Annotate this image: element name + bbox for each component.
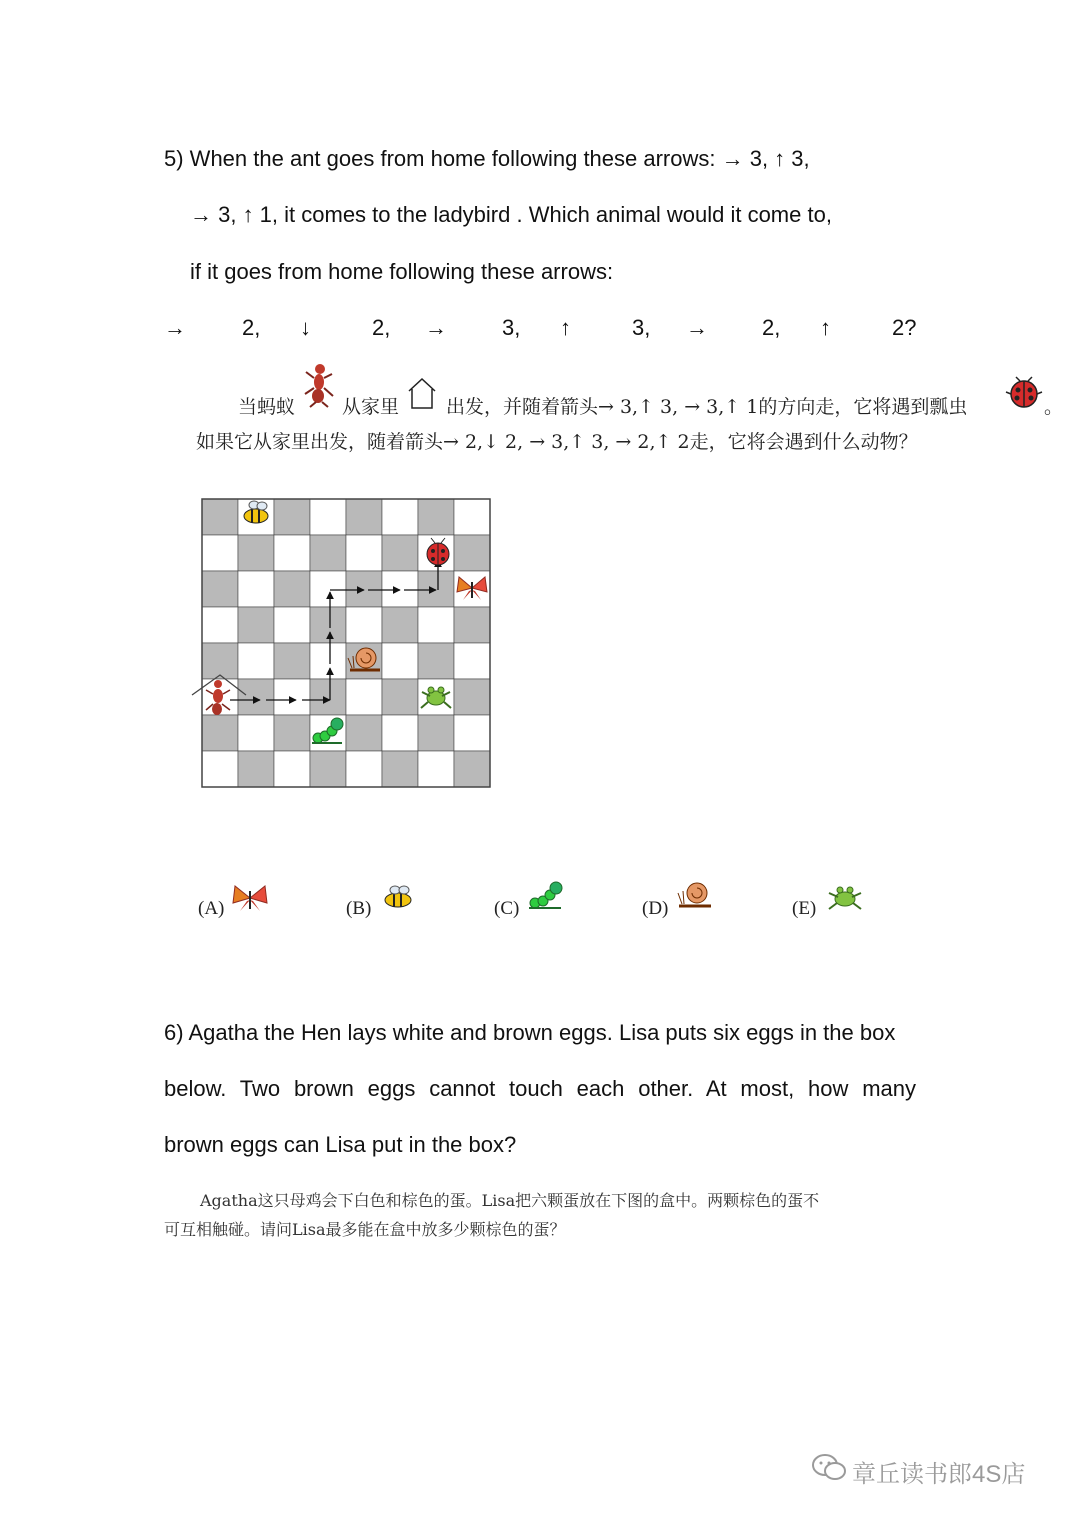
ant-icon — [302, 362, 336, 408]
arrow-count: 3, — [502, 315, 521, 340]
grid-cell — [274, 751, 310, 787]
grid-cell — [382, 751, 418, 787]
grid-cell — [454, 679, 490, 715]
grid-cell — [274, 607, 310, 643]
grid-cell — [382, 679, 418, 715]
frog-icon — [824, 880, 866, 914]
grid-cell — [418, 607, 454, 643]
option-b-label[interactable]: (B) — [346, 898, 372, 919]
q5-cn-period: 。 — [1044, 396, 1064, 418]
option-a-label[interactable]: (A) — [198, 898, 225, 919]
grid-cell — [274, 643, 310, 679]
grid-cell — [454, 607, 490, 643]
ladybird-icon — [1004, 376, 1044, 412]
grid-cell — [238, 643, 274, 679]
q6-line-3: brown eggs can Lisa put in the box? — [164, 1132, 517, 1157]
watermark-text: 章丘读书郎4S店 — [852, 1461, 1026, 1488]
q6-cn-line-2: 可互相触碰。请问Lisa最多能在盒中放多少颗棕色的蛋？ — [164, 1220, 566, 1239]
grid-cell — [202, 607, 238, 643]
grid-cell — [202, 499, 238, 535]
grid-cell — [238, 571, 274, 607]
grid-cell — [346, 499, 382, 535]
butterfly-icon — [230, 882, 270, 914]
q6-line-1: 6) Agatha the Hen lays white and brown eggs. Lisa puts six eggs in the box — [164, 1020, 896, 1045]
arrow-count: 2? — [892, 315, 917, 340]
grid-cell — [346, 607, 382, 643]
q5-cn-line-2: 如果它从家里出发，随着箭头→ 2,↓ 2, → 3,↑ 3, → 2,↑ 2走，它将会遇到什么动物？ — [196, 431, 918, 453]
grid-cell — [238, 535, 274, 571]
q5-cn-word-home: 从家里 — [342, 396, 400, 418]
grid-cell — [382, 715, 418, 751]
arrow-count: 2, — [762, 315, 781, 340]
arrow-step: → — [425, 315, 447, 340]
bee-icon — [378, 882, 418, 914]
arrow-count: 3, — [632, 315, 651, 340]
grid-cell — [346, 751, 382, 787]
option-c-label[interactable]: (C) — [494, 898, 520, 919]
grid-cells — [202, 499, 490, 787]
grid-cell — [454, 643, 490, 679]
grid-cell — [310, 535, 346, 571]
q5-line-2: → 3, ↑ 1, it comes to the ladybird . Which animal would it come to, — [190, 202, 832, 227]
grid-diagram — [190, 490, 500, 795]
grid-cell — [310, 643, 346, 679]
grid-cell — [382, 535, 418, 571]
option-d-label[interactable]: (D) — [642, 898, 669, 919]
grid-cell — [202, 643, 238, 679]
arrow-sequence — [0, 315, 1080, 345]
grid-cell — [310, 679, 346, 715]
q6-line-2: below. Two brown eggs cannot touch each other. At most, how many — [164, 1076, 916, 1101]
grid-cell — [310, 499, 346, 535]
arrow-count: 2, — [242, 315, 261, 340]
grid-cell — [418, 643, 454, 679]
option-e-label[interactable]: (E) — [792, 898, 817, 919]
grid-cell — [418, 499, 454, 535]
grid-cell — [454, 751, 490, 787]
grid-cell — [238, 751, 274, 787]
grid-cell — [202, 715, 238, 751]
grid-cell — [346, 715, 382, 751]
grid-cell — [238, 715, 274, 751]
grid-cell — [382, 571, 418, 607]
grid-cell — [418, 571, 454, 607]
grid-cell — [454, 715, 490, 751]
q5-line-3: if it goes from home following these arrows: — [190, 259, 614, 284]
arrow-step: ↓ — [300, 315, 311, 340]
grid-cell — [382, 499, 418, 535]
q6-cn-line-1: Agatha这只母鸡会下白色和棕色的蛋。Lisa把六颗蛋放在下图的盒中。两颗棕色的蛋不 — [200, 1191, 820, 1210]
grid-cell — [274, 499, 310, 535]
grid-cell — [274, 535, 310, 571]
grid-cell — [202, 751, 238, 787]
q5-line-1: 5) When the ant goes from home following these arrows: → 3, ↑ 3, — [164, 146, 810, 171]
caterpillar-icon — [526, 880, 566, 912]
grid-cell — [454, 499, 490, 535]
grid-cell — [310, 751, 346, 787]
house-icon — [406, 376, 438, 410]
q5-cn-word-ant: 当蚂蚁 — [238, 396, 296, 418]
grid-cell — [418, 751, 454, 787]
grid-cell — [310, 607, 346, 643]
grid-cell — [346, 679, 382, 715]
grid-cell — [238, 679, 274, 715]
grid-cell — [346, 535, 382, 571]
grid-cell — [346, 571, 382, 607]
arrow-step: ↑ — [560, 315, 571, 340]
grid-cell — [454, 535, 490, 571]
snail-icon — [674, 880, 714, 914]
q5-cn-instruction: 出发，并随着箭头→ 3,↑ 3, → 3,↑ 1的方向走，它将遇到瓢虫 — [446, 396, 968, 418]
arrow-step: ↑ — [820, 315, 831, 340]
arrow-step: → — [686, 315, 708, 340]
grid-cell — [202, 571, 238, 607]
arrow-step: → — [164, 315, 186, 340]
grid-cell — [382, 607, 418, 643]
grid-cell — [274, 715, 310, 751]
wechat-icon — [810, 1452, 848, 1484]
grid-cell — [202, 535, 238, 571]
grid-cell — [418, 715, 454, 751]
grid-cell — [310, 571, 346, 607]
grid-cell — [274, 679, 310, 715]
grid-cell — [238, 607, 274, 643]
arrow-count: 2, — [372, 315, 391, 340]
grid-cell — [382, 643, 418, 679]
grid-cell — [274, 571, 310, 607]
